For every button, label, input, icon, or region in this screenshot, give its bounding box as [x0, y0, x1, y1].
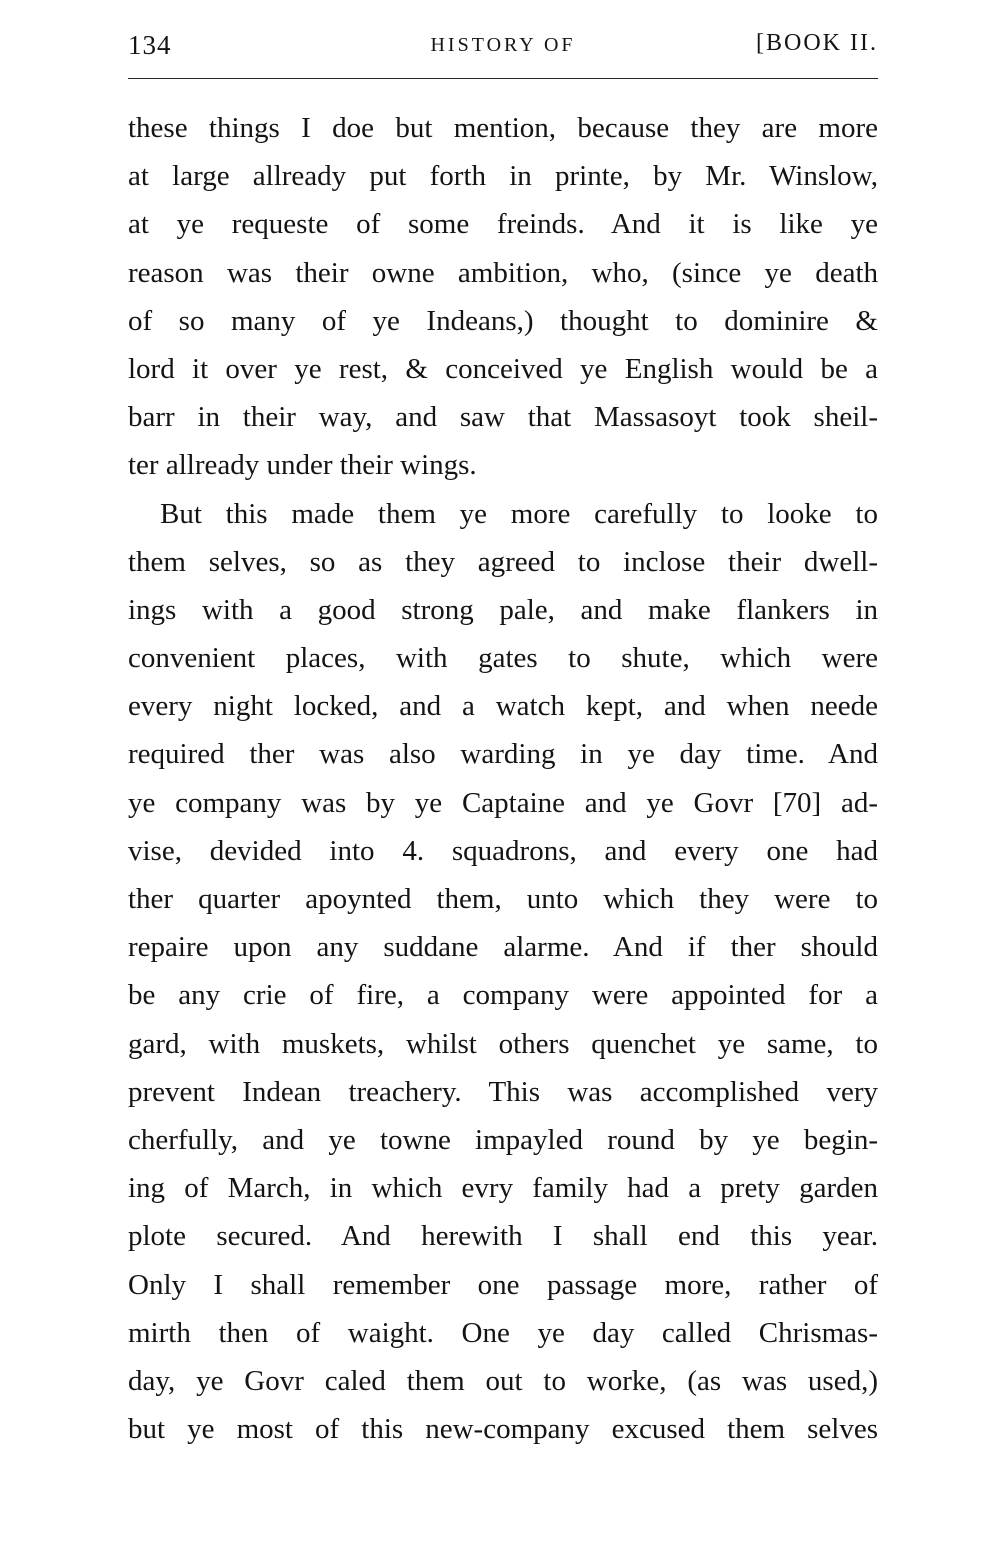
text-line: Only I shall remember one passage more, rather of: [128, 1268, 878, 1301]
text-line: of so many of ye Indeans,) thought to dominire &: [128, 304, 878, 337]
text-line: but ye most of this new-company excused them selves: [128, 1413, 878, 1446]
running-title: HISTORY OF: [430, 34, 576, 56]
text-line: barr in their way, and saw that Massasoyt took sheil-: [128, 401, 878, 434]
text-line: convenient places, with gates to shute, which were: [128, 642, 878, 675]
text-line: required ther was also warding in ye day time. And: [128, 738, 878, 771]
text-line: ings with a good strong pale, and make flankers in: [128, 593, 878, 626]
header-rule: [128, 78, 878, 79]
text-line: them selves, so as they agreed to inclose their dwell-: [128, 545, 878, 578]
text-line: vise, devided into 4. squadrons, and every one had: [128, 834, 878, 867]
text-line: prevent Indean treachery. This was accomplished very: [128, 1075, 878, 1108]
text-line: at large allready put forth in printe, by Mr. Winslow,: [128, 160, 878, 193]
page-number: 134: [128, 30, 172, 60]
text-line: day, ye Govr caled them out to worke, (as was used,): [128, 1364, 878, 1397]
text-line: at ye requeste of some freinds. And it is like ye: [128, 208, 878, 241]
paragraph-end-line: ter allready under their wings.: [128, 449, 477, 482]
text-line: every night locked, and a watch kept, and when neede: [128, 690, 878, 723]
text-line: mirth then of waight. One ye day called Chrismas-: [128, 1316, 878, 1349]
paragraph-start-line: But this made them ye more carefully to looke to: [160, 497, 878, 530]
text-line: ing of March, in which evry family had a prety garden: [128, 1172, 878, 1205]
text-line: be any crie of fire, a company were appointed for a: [128, 979, 878, 1012]
text-line: ye company was by ye Captaine and ye Govr [70] ad-: [128, 786, 878, 819]
running-head: [128, 30, 878, 70]
text-line: reason was their owne ambition, who, (since ye death: [128, 256, 878, 289]
book-reference: [BOOK II.: [756, 30, 878, 56]
body-text: [128, 104, 878, 1453]
text-line: lord it over ye rest, & conceived ye English would be a: [128, 352, 878, 385]
text-line: cherfully, and ye towne impayled round by ye begin-: [128, 1123, 878, 1156]
text-line: plote secured. And herewith I shall end this year.: [128, 1220, 878, 1253]
text-line: repaire upon any suddane alarme. And if ther should: [128, 931, 878, 964]
text-line: gard, with muskets, whilst others quenchet ye same, to: [128, 1027, 878, 1060]
text-line: these things I doe but mention, because they are more: [128, 112, 878, 144]
text-line: ther quarter apoynted them, unto which they were to: [128, 883, 878, 915]
